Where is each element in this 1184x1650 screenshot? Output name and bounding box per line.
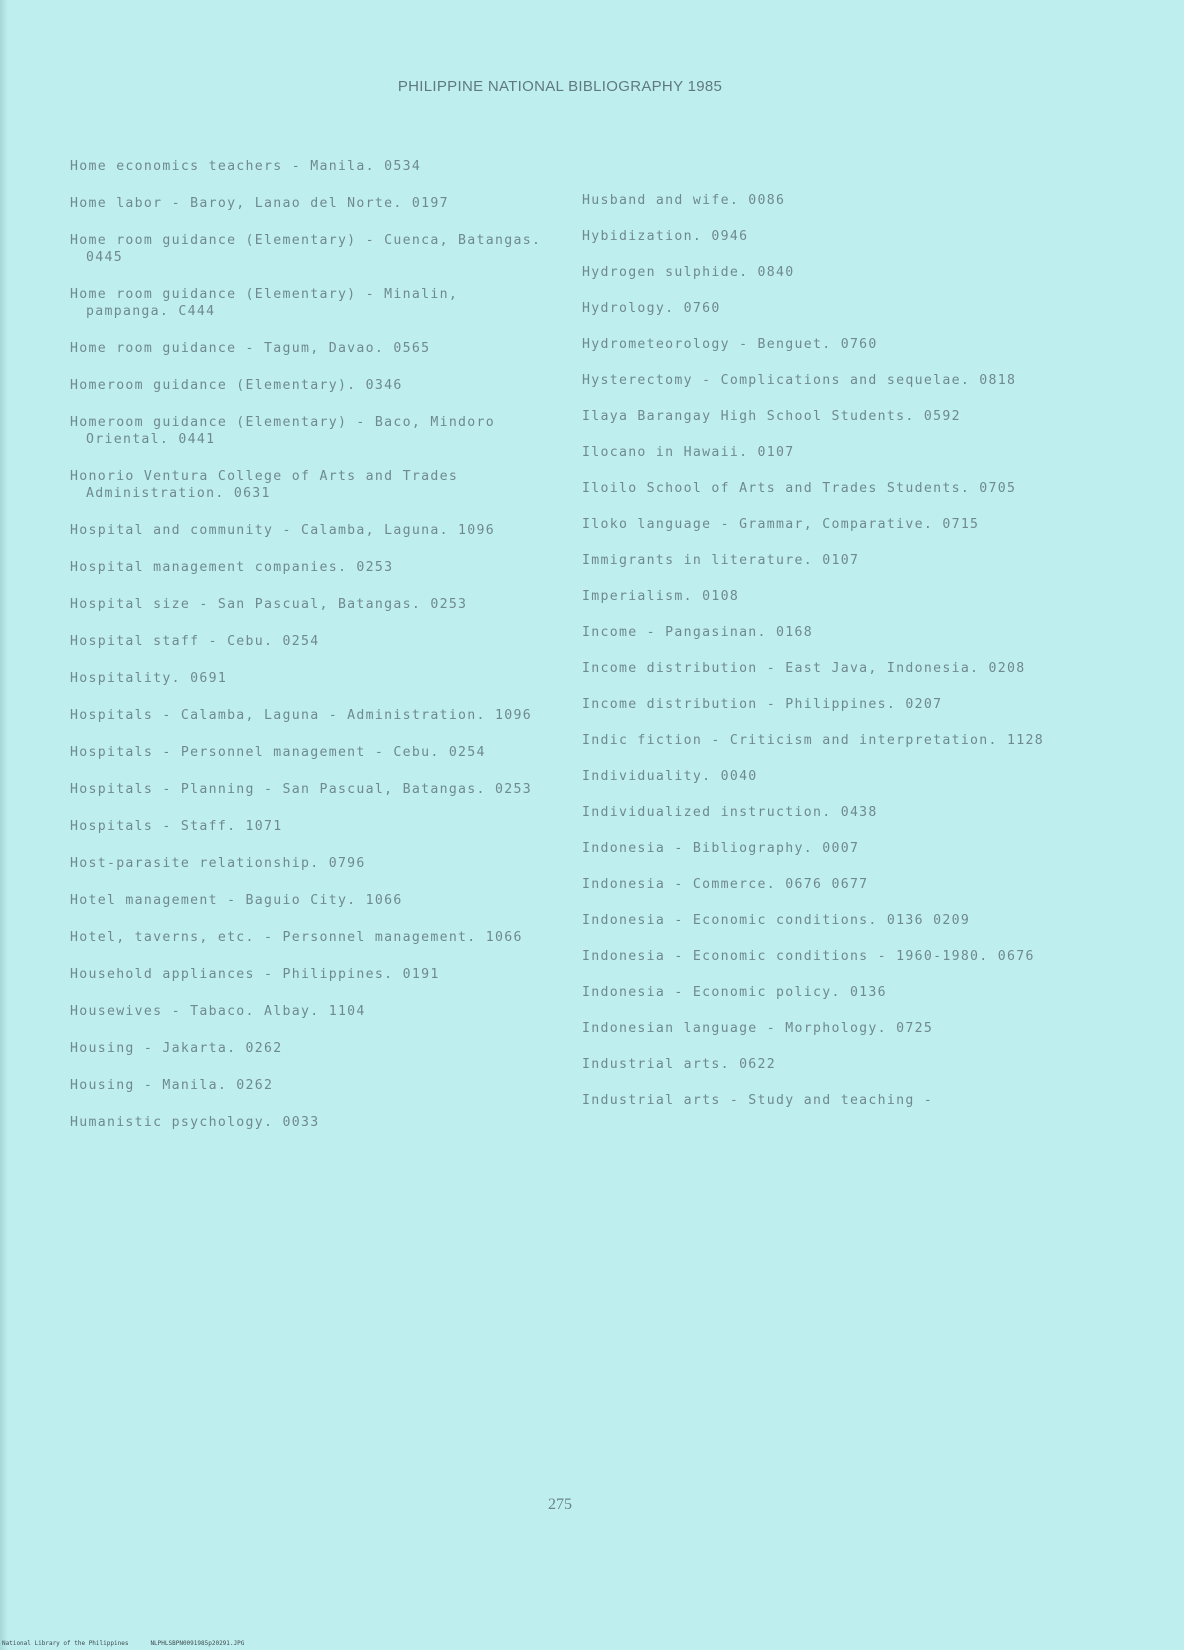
scan-credit-line (2, 1640, 244, 1647)
index-entry: Hospital size - San Pascual, Batangas. 0253 (70, 597, 468, 612)
index-entry: Home room guidance (Elementary) - Cuenca, Batangas. 0445 (70, 233, 542, 265)
index-entry: Ilaya Barangay High School Students. 0592 (582, 409, 961, 424)
index-entry: Indonesia - Economic conditions. 0136 0209 (582, 913, 971, 928)
index-entry: Hospitality. 0691 (70, 671, 228, 686)
index-entry: Hydrology. 0760 (582, 301, 721, 316)
index-entry: Humanistic psychology. 0033 (70, 1115, 320, 1130)
index-entry: Indonesia - Economic conditions - 1960-1980. 0676 (582, 949, 1035, 964)
index-entry: Income - Pangasinan. 0168 (582, 625, 813, 640)
index-entry: Indonesia - Economic policy. 0136 (582, 985, 887, 1000)
index-entry: Household appliances - Philippines. 0191 (70, 967, 440, 982)
index-entry: Individualized instruction. 0438 (582, 805, 878, 820)
index-entry: Hysterectomy - Complications and sequelae. 0818 (582, 373, 1017, 388)
index-entry: Home room guidance - Tagum, Davao. 0565 (70, 341, 431, 356)
index-entry: Hospitals - Calamba, Laguna - Administration. 1096 (70, 708, 532, 723)
index-entry: Immigrants in literature. 0107 (582, 553, 860, 568)
index-entry: Home labor - Baroy, Lanao del Norte. 0197 (70, 196, 449, 211)
index-entry: Host-parasite relationship. 0796 (70, 856, 366, 871)
scan-edge-shadow (0, 0, 8, 1650)
index-entry: Hydrogen sulphide. 0840 (582, 265, 795, 280)
index-entry: Imperialism. 0108 (582, 589, 740, 604)
index-entry: Housing - Manila. 0262 (70, 1078, 274, 1093)
index-entry: Home room guidance (Elementary) - Minalin, pampanga. C444 (70, 287, 459, 319)
index-entry: Honorio Ventura College of Arts and Trades Administration. 0631 (70, 469, 459, 501)
index-column-right (582, 192, 1052, 1128)
index-entry: Hospitals - Staff. 1071 (70, 819, 283, 834)
library-credit: National Library of the Philippines (2, 1640, 129, 1647)
index-entry: Income distribution - East Java, Indonesia. 0208 (582, 661, 1026, 676)
index-entry: Husband and wife. 0086 (582, 193, 786, 208)
index-entry: Indonesian language - Morphology. 0725 (582, 1021, 934, 1036)
index-entry: Housing - Jakarta. 0262 (70, 1041, 283, 1056)
scan-filename: NLPHLSBPN0091985p20291.JPG (150, 1640, 245, 1647)
index-entry: Indonesia - Commerce. 0676 0677 (582, 877, 869, 892)
index-entry: Hospitals - Personnel management - Cebu. 0254 (70, 745, 486, 760)
index-entry: Industrial arts. 0622 (582, 1057, 777, 1072)
index-entry: Indonesia - Bibliography. 0007 (582, 841, 860, 856)
index-entry: Iloko language - Grammar, Comparative. 0715 (582, 517, 980, 532)
index-entry: Income distribution - Philippines. 0207 (582, 697, 943, 712)
index-entry: Homeroom guidance (Elementary). 0346 (70, 378, 403, 393)
index-entry: Hydrometeorology - Benguet. 0760 (582, 337, 878, 352)
index-entry: Hybidization. 0946 (582, 229, 749, 244)
index-entry: Hotel, taverns, etc. - Personnel management. 1066 (70, 930, 523, 945)
index-entry: Hospital and community - Calamba, Laguna. 1096 (70, 523, 496, 538)
index-entry: Iloilo School of Arts and Trades Students. 0705 (582, 481, 1017, 496)
index-entry: Indic fiction - Criticism and interpretation. 1128 (582, 733, 1044, 748)
index-entry: Hospitals - Planning - San Pascual, Batangas. 0253 (70, 782, 532, 797)
index-entry: Hospital staff - Cebu. 0254 (70, 634, 320, 649)
index-entry: Housewives - Tabaco. Albay. 1104 (70, 1004, 366, 1019)
running-title: PHILIPPINE NATIONAL BIBLIOGRAPHY 1985 (397, 78, 723, 95)
index-entry: Industrial arts - Study and teaching - (582, 1093, 934, 1108)
index-entry: Homeroom guidance (Elementary) - Baco, Mindoro Oriental. 0441 (70, 415, 496, 447)
index-column-left (70, 158, 550, 1151)
index-entry: Home economics teachers - Manila. 0534 (70, 159, 422, 174)
page-number: 275 (548, 1496, 572, 1513)
index-entry: Hospital management companies. 0253 (70, 560, 394, 575)
index-entry: Hotel management - Baguio City. 1066 (70, 893, 403, 908)
index-entry: Individuality. 0040 (582, 769, 758, 784)
index-entry: Ilocano in Hawaii. 0107 (582, 445, 795, 460)
